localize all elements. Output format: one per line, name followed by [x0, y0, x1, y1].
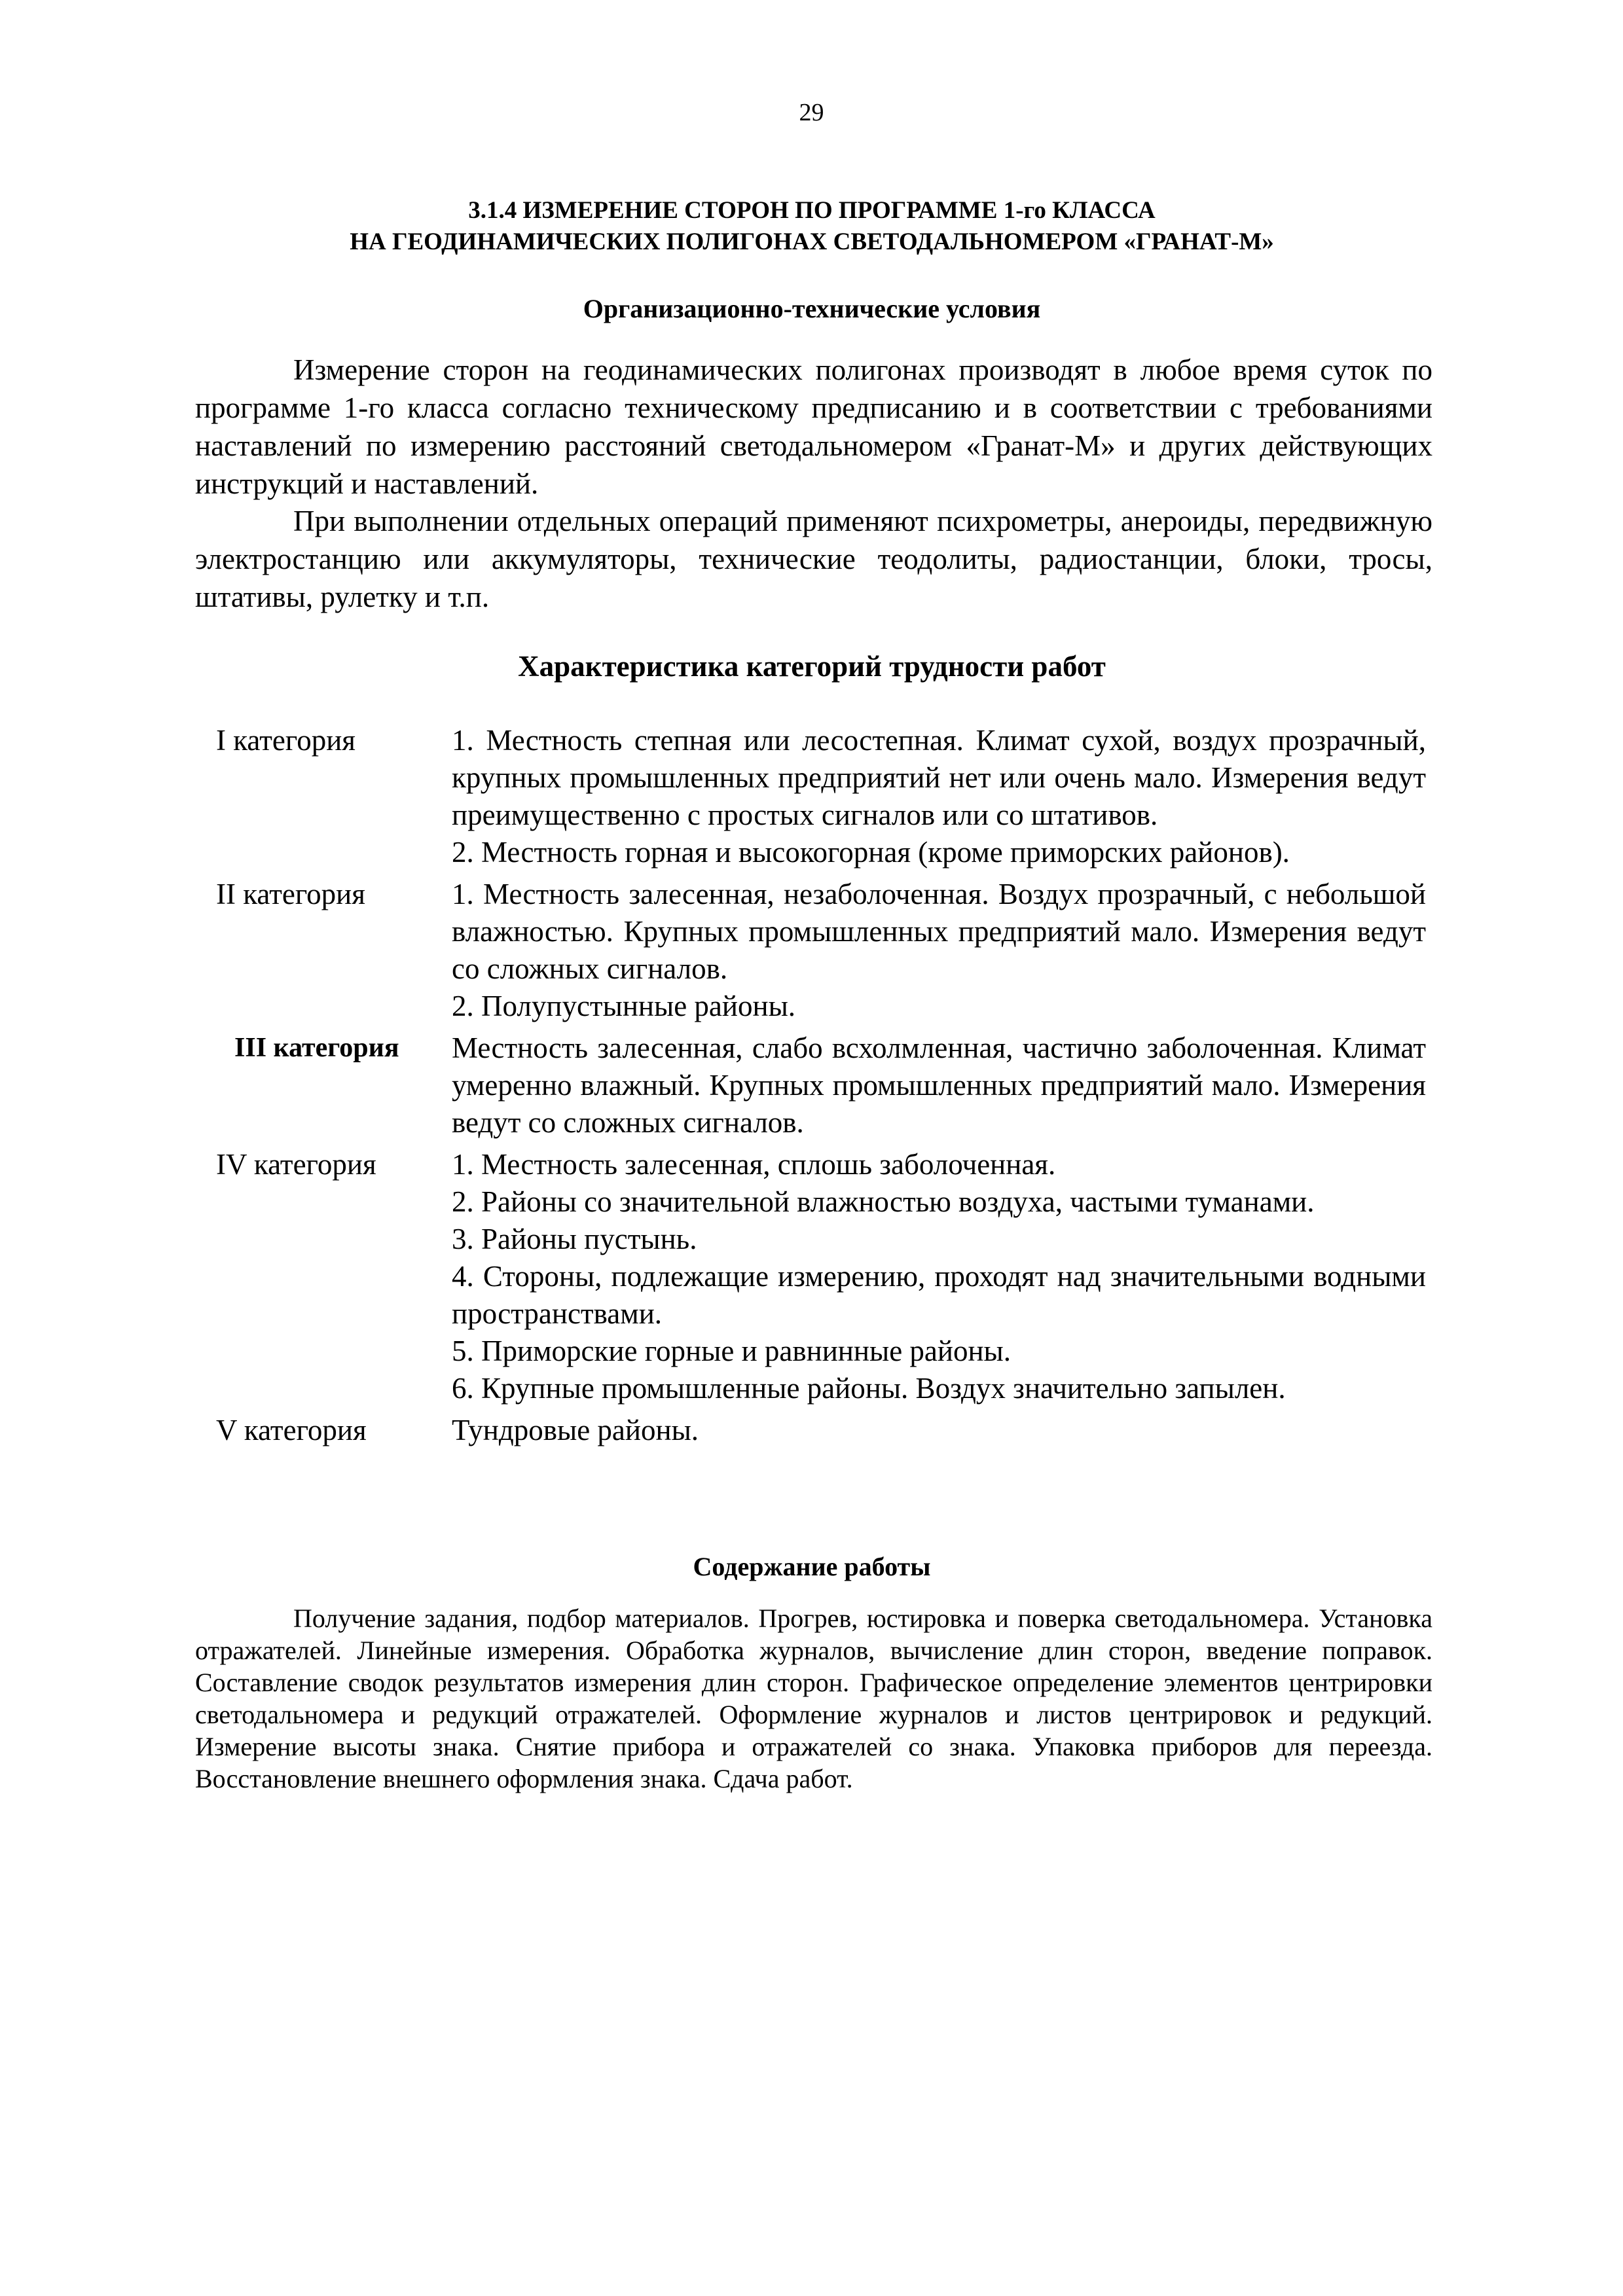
categories-heading: Характеристика категорий трудности работ — [518, 650, 1106, 683]
category-description — [452, 1030, 1426, 1141]
category-description — [452, 1146, 1426, 1407]
page-number: 29 — [799, 99, 824, 126]
category-point: 6. Крупные промышленные районы. Воздух значительно запылен. — [452, 1372, 1286, 1405]
categories-list — [216, 722, 1434, 1454]
category-point: 1. Местность залесенная, сплошь заболоченная. — [452, 1148, 1056, 1181]
category-point: Тундровые районы. — [452, 1414, 699, 1446]
org-conditions-paragraph-2: При выполнении отдельных операций применяют психрометры, анероиды, передвижную электростанцию или аккумуляторы, технические теодолиты, радиостанции, блоки, тросы, штативы, рулетку и т.п. — [195, 505, 1432, 613]
work-content-paragraph: Получение задания, подбор материалов. Прогрев, юстировка и поверка светодальномера. Установка отражателей. Линейные измерения. Обработка журналов, вычисление длин сторон, введение поправок. Составление сводок результатов измерения длин сторон. Графическое определение элементов центрировки светодальномера и редукций отражателей. Оформление журналов и листов центрировок и редукций. Измерение высоты знака. Снятие прибора и отражателей со знака. Упаковка приборов для переезда. Восстановление внешнего оформления знака. Сдача работ. — [195, 1604, 1432, 1793]
category-2 — [216, 876, 1434, 1025]
category-3 — [216, 1030, 1434, 1141]
category-description — [452, 876, 1426, 1025]
category-label: IV категория — [216, 1148, 376, 1181]
work-content-heading: Содержание работы — [693, 1552, 931, 1581]
section-title-line2: НА ГЕОДИНАМИЧЕСКИХ ПОЛИГОНАХ СВЕТОДАЛЬНОМЕРОМ «ГРАНАТ-М» — [350, 228, 1274, 255]
category-point: 3. Районы пустынь. — [452, 1223, 697, 1255]
category-5 — [216, 1412, 1434, 1449]
category-point: 4. Стороны, подлежащие измерению, проходят над значительными водными пространствами. — [452, 1260, 1426, 1330]
category-4 — [216, 1146, 1434, 1407]
category-point: Местность залесенная, слабо всхолмленная, частично заболоченная. Климат умеренно влажный. Крупных промышленных предприятий мало. Измерения ведут со сложных сигналов. — [452, 1031, 1426, 1139]
category-1 — [216, 722, 1434, 871]
category-point: 1. Местность залесенная, незаболоченная. Воздух прозрачный, с небольшой влажностью. Крупных промышленных предприятий мало. Измерения ведут со сложных сигналов. — [452, 878, 1426, 985]
category-description — [452, 722, 1426, 871]
category-label: II категория — [216, 878, 365, 910]
category-point: 1. Местность степная или лесостепная. Климат сухой, воздух прозрачный, крупных промышленных предприятий нет или очень мало. Измерения ведут преимущественно с простых сигналов или со штативов. — [452, 724, 1426, 831]
section-title — [196, 195, 1427, 258]
category-point: 5. Приморские горные и равнинные районы. — [452, 1335, 1012, 1367]
org-conditions-heading: Организационно-технические условия — [583, 294, 1041, 323]
org-conditions-paragraph-1: Измерение сторон на геодинамических полигонах производят в любое время суток по программе 1-го класса согласно техническому предписанию и в соответствии с требованиями наставлений по измерению расстояний светодальномером «Гранат-М» и других действующих инструкций и наставлений. — [195, 353, 1432, 500]
category-label: III категория — [234, 1033, 399, 1063]
category-label: I категория — [216, 724, 356, 757]
category-point: 2. Местность горная и высокогорная (кроме приморских районов). — [452, 836, 1290, 869]
category-point: 2. Полупустынные районы. — [452, 990, 796, 1022]
category-description — [452, 1412, 1426, 1449]
category-point: 2. Районы со значительной влажностью воздуха, частыми туманами. — [452, 1185, 1315, 1218]
category-label: V категория — [216, 1414, 367, 1446]
section-title-line1: 3.1.4 ИЗМЕРЕНИЕ СТОРОН ПО ПРОГРАММЕ 1-го КЛАССА — [468, 197, 1156, 224]
